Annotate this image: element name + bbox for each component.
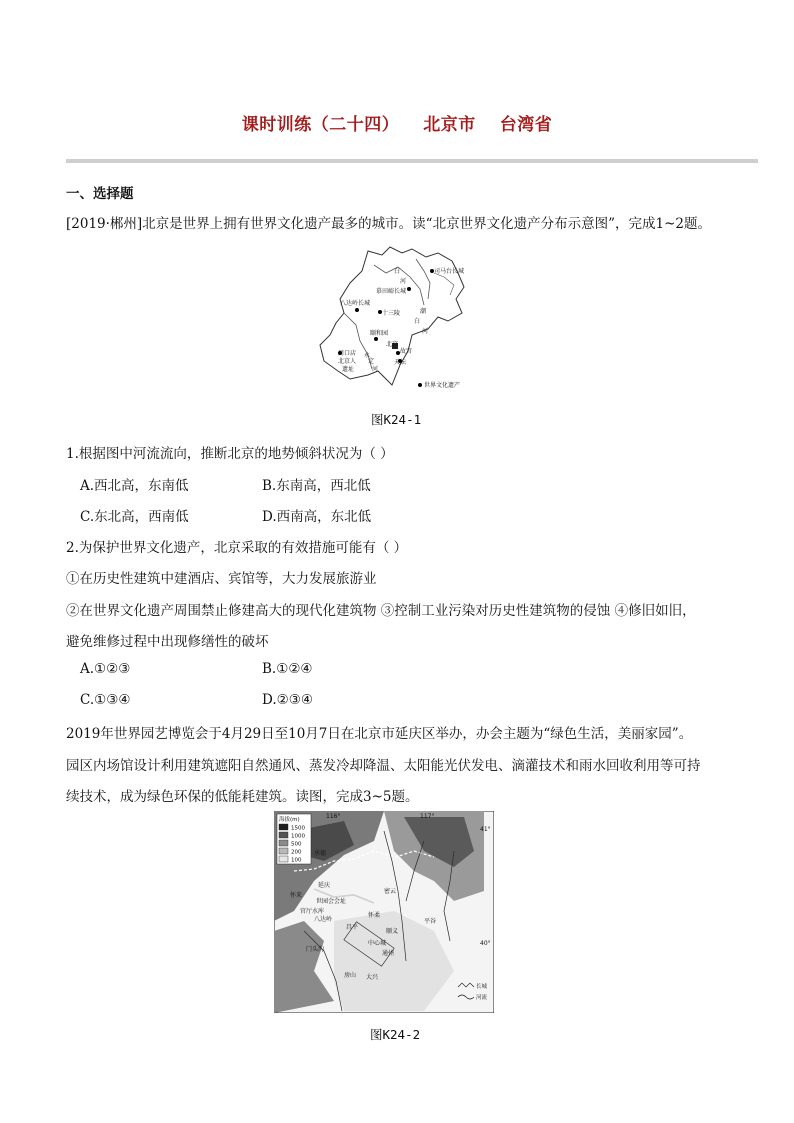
- label-lat-40: 40°: [480, 940, 491, 947]
- label-huairou: 怀柔: [368, 912, 381, 919]
- label-yiheyuan: 颐和园: [370, 330, 389, 337]
- heritage-point-yiheyuan: [374, 337, 378, 341]
- label-beijingren: 北京人: [338, 358, 357, 365]
- river-char-6: 永: [364, 352, 371, 359]
- label-zhongxin: 中心城: [368, 940, 387, 947]
- river-char-5: 河: [422, 328, 429, 335]
- label-miyun: 密云: [384, 888, 397, 895]
- figure-k24-2-map: [274, 811, 494, 1013]
- river-minor: [434, 273, 454, 295]
- legend-swatch-100: [279, 856, 288, 862]
- figure1-caption: 图K24-1: [371, 412, 422, 427]
- intro-2-line-3: 续技术，成为绿色环保的低能耗建筑。读图，完成3~5题。: [66, 789, 419, 805]
- question-2-option-d: D.②③④: [262, 692, 313, 708]
- heritage-point-badaling: [355, 308, 359, 312]
- label-beijing: 北京: [386, 341, 399, 348]
- legend-swatch-500: [279, 840, 288, 846]
- question-2-statement-4-cont: 避免维修过程中出现修缮性的破坏: [66, 634, 269, 650]
- river-char-8: 河: [372, 366, 379, 373]
- intro-1: [2019·郴州]北京是世界上拥有世界文化遗产最多的城市。读“北京世界文化遗产分布示意图”，完成1~2题。: [66, 216, 711, 232]
- section-heading: 一、选择题: [66, 186, 134, 202]
- title-part1: 北京市: [423, 115, 476, 135]
- title-main: 课时训练（二十四）: [241, 115, 400, 135]
- legend-heritage-dot: [418, 383, 422, 387]
- label-zhoukoudian: 周口店: [338, 350, 357, 357]
- label-huailai: 怀来: [290, 892, 303, 899]
- label-tongzhou: 通州: [382, 950, 395, 957]
- label-yanqing: 延庆: [318, 882, 331, 889]
- label-pinggu: 平谷: [424, 918, 437, 925]
- label-mentougou: 门头沟: [306, 946, 325, 953]
- legend-value-100: 100: [291, 857, 302, 864]
- legend-title: 海拔(m): [279, 817, 300, 823]
- question-1-option-b: B.东南高，西北低: [262, 478, 371, 494]
- legend-swatch-1500: [279, 824, 288, 830]
- question-2-option-a: A.①②③: [80, 661, 131, 677]
- label-mutianyu: 慕田峪长城: [376, 288, 407, 295]
- legend-value-1000: 1000: [291, 833, 305, 840]
- label-shijie: 世园会会址: [316, 898, 347, 905]
- label-lon-117: 117°: [420, 813, 435, 820]
- legend-swatch-1000: [279, 832, 288, 838]
- label-shisanling: 十三陵: [382, 310, 401, 317]
- river-char-3: 潮: [420, 308, 427, 315]
- label-guanting: 官厅水库: [300, 908, 325, 915]
- question-2-option-c: C.①③④: [80, 692, 131, 708]
- question-1-option-a: A.西北高，东南低: [80, 478, 189, 494]
- elevation-legend: [277, 814, 311, 864]
- legend-heritage-label: 世界文化遗产: [424, 382, 461, 389]
- label-lon-116: 116°: [326, 813, 341, 820]
- river-char-1: 白: [394, 268, 401, 275]
- heritage-point-mutianyu: [407, 287, 411, 291]
- label-changping: 昌平: [346, 924, 359, 931]
- title-part2: 台湾省: [499, 115, 553, 135]
- label-daxing: 大兴: [366, 974, 379, 981]
- label-badaling: 八达岭长城: [340, 300, 371, 307]
- label-gugong: 故宫: [400, 348, 413, 355]
- river-chao: [416, 259, 430, 299]
- question-2-stem: 2.为保护世界文化遗产，北京采取的有效措施可能有（ ）: [66, 540, 408, 556]
- page-title: [0, 110, 794, 135]
- label-fangshan: 房山: [344, 972, 357, 979]
- title-divider: [66, 159, 758, 163]
- label-simatai: 司马台长城: [434, 268, 465, 275]
- question-1-option-d: D.西南高，东北低: [262, 509, 372, 525]
- label-tiantan: 天坛: [394, 359, 407, 366]
- question-2-statement-1: ①在历史性建筑中建酒店、宾馆等，大力发展旅游业: [66, 571, 377, 587]
- legend-swatch-200: [279, 848, 288, 854]
- question-2-statements-2-4: ②在世界文化遗产周围禁止修建高大的现代化建筑物 ③控制工业污染对历史性建筑物的侵蚀 ④修旧如旧，: [66, 603, 696, 619]
- question-1-option-c: C.东北高，西南低: [80, 509, 189, 525]
- figure2-caption: 图K24-2: [370, 1027, 421, 1042]
- intro-2-line-1: 2019年世界园艺博览会于4月29日至10月7日在北京市延庆区举办，办会主题为“绿色生活，美丽家园”。: [66, 726, 693, 742]
- figure-k24-1-map: [316, 243, 474, 395]
- question-2-option-b: B.①②④: [262, 661, 313, 677]
- river-char-2: 河: [400, 278, 407, 285]
- legend-wall-label: 长城: [476, 984, 488, 990]
- label-shunyi: 顺义: [386, 928, 399, 935]
- label-yizhi: 遗址: [342, 366, 355, 373]
- question-1-stem: 1.根据图中河流流向，推断北京的地势倾斜状况为（ ）: [66, 446, 394, 462]
- intro-2-line-2: 园区内场馆设计利用建筑遮阳自然通风、蒸发冷却降温、太阳能光伏发电、滴灌技术和雨水回收利用等可持: [66, 758, 701, 774]
- river-char-4: 白: [414, 318, 421, 325]
- label-lat-41: 41°: [480, 826, 491, 833]
- legend-value-1500: 1500: [291, 825, 305, 832]
- label-badaling: 八达岭: [314, 916, 333, 923]
- label-chengde: 承德: [314, 850, 327, 857]
- legend-value-500: 500: [291, 841, 302, 848]
- legend-river-label: 河流: [476, 995, 488, 1001]
- legend-value-200: 200: [291, 849, 302, 856]
- river-char-7: 定: [368, 358, 375, 365]
